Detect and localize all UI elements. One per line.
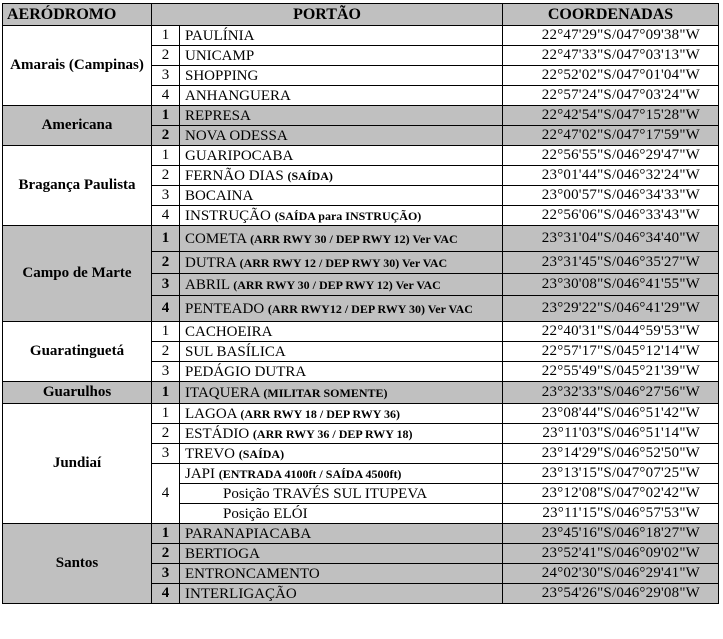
gate-name <box>180 166 503 186</box>
gate-label: ITAQUERA <box>185 384 260 401</box>
gate-label: SUL BASÍLICA <box>185 343 286 360</box>
aerodrome-name: Bragança Paulista <box>3 146 152 226</box>
gate-number: 3 <box>152 186 180 206</box>
gate-coordinates: 22°52'02"S/047°01'04"W <box>503 66 719 86</box>
gate-name <box>180 322 503 342</box>
gate-coordinates: 22°47'02"S/047°17'59"W <box>503 126 719 146</box>
gate-number: 4 <box>152 206 180 226</box>
gate-number: 2 <box>152 166 180 186</box>
gate-name <box>180 524 503 544</box>
gate-coordinates: 22°55'49"S/045°21'39"W <box>503 362 719 382</box>
gate-name <box>180 342 503 362</box>
gate-label: ANHANGUERA <box>185 87 291 104</box>
gate-number: 4 <box>152 296 180 322</box>
gate-name <box>180 106 503 126</box>
gate-note: (ARR RWY 36 / DEP RWY 18) <box>252 426 413 441</box>
gate-coordinates: 23°45'16"S/046°18'27"W <box>503 524 719 544</box>
gate-note: (MILITAR SOMENTE) <box>263 385 388 400</box>
table-row <box>3 382 719 404</box>
header-coordenadas: COORDENADAS <box>503 4 719 26</box>
gate-name <box>180 274 503 296</box>
gate-name <box>180 226 503 252</box>
gate-coordinates: 23°32'33"S/046°27'56"W <box>503 382 719 404</box>
gate-note: (ARR RWY 18 / DEP RWY 36) <box>240 406 401 421</box>
gate-label: SHOPPING <box>185 67 259 84</box>
sub-position-name <box>180 484 503 504</box>
gate-number: 2 <box>152 46 180 66</box>
gate-coordinates: 22°57'17"S/045°12'14"W <box>503 342 719 362</box>
header-portao: PORTÃO <box>152 4 503 26</box>
gate-note: (ARR RWY 30 / DEP RWY 12) Ver VAC <box>233 277 441 292</box>
gate-number: 2 <box>152 424 180 444</box>
aerodrome-name: Amarais (Campinas) <box>3 26 152 106</box>
gate-coordinates: 23°31'04"S/046°34'40"W <box>503 226 719 252</box>
gate-label: PAULÍNIA <box>185 27 255 44</box>
gate-name <box>180 404 503 424</box>
gate-number: 1 <box>152 382 180 404</box>
gate-number: 2 <box>152 544 180 564</box>
gate-coordinates: 23°54'26"S/046°29'08"W <box>503 584 719 604</box>
gate-name <box>180 46 503 66</box>
gate-number: 4 <box>152 464 180 524</box>
table-row <box>3 404 719 424</box>
sub-position-label: Posição ELÓI <box>223 505 308 522</box>
aerodrome-name: Guarulhos <box>3 382 152 404</box>
gate-coordinates: 23°00'57"S/046°34'33"W <box>503 186 719 206</box>
gate-label: JAPI <box>185 465 216 482</box>
gate-note: (SAÍDA para INSTRUÇÃO) <box>274 208 422 223</box>
gate-name <box>180 424 503 444</box>
gate-name <box>180 66 503 86</box>
gate-label: INTERLIGAÇÃO <box>185 585 297 602</box>
gate-note: (SAÍDA) <box>287 168 333 183</box>
gate-label: GUARIPOCABA <box>185 147 294 164</box>
gate-number: 1 <box>152 322 180 342</box>
table-row <box>3 524 719 544</box>
gate-number: 1 <box>152 404 180 424</box>
aerodrome-name: Campo de Marte <box>3 226 152 322</box>
gate-number: 2 <box>152 342 180 362</box>
gate-note: (ENTRADA 4100ft / SAÍDA 4500ft) <box>218 466 402 481</box>
gate-name <box>180 186 503 206</box>
gate-label: INSTRUÇÃO <box>185 207 271 224</box>
gate-coordinates: 22°47'29"S/047°09'38"W <box>503 26 719 46</box>
gate-label: PEDÁGIO DUTRA <box>185 363 307 380</box>
gate-coordinates: 22°56'55"S/046°29'47"W <box>503 146 719 166</box>
gate-coordinates: 23°14'29"S/046°52'50"W <box>503 444 719 464</box>
table-row <box>3 322 719 342</box>
sub-position-coordinates: 23°12'08"S/047°02'42"W <box>503 484 719 504</box>
gate-coordinates: 23°30'08"S/046°41'55"W <box>503 274 719 296</box>
gate-label: ESTÁDIO <box>185 425 250 442</box>
gate-note: (ARR RWY 12 / DEP RWY 30) Ver VAC <box>239 255 448 270</box>
gate-name <box>180 206 503 226</box>
table-row <box>3 226 719 252</box>
gate-coordinates: 23°52'41"S/046°09'02"W <box>503 544 719 564</box>
gate-label: DUTRA <box>185 254 236 271</box>
gate-name <box>180 296 503 322</box>
gate-number: 4 <box>152 86 180 106</box>
gate-coordinates: 22°42'54"S/047°15'28"W <box>503 106 719 126</box>
gate-label: PARANAPIACABA <box>185 525 312 542</box>
gate-name <box>180 564 503 584</box>
gate-name <box>180 126 503 146</box>
gate-coordinates: 24°02'30"S/046°29'41"W <box>503 564 719 584</box>
gate-number: 3 <box>152 66 180 86</box>
gate-number: 1 <box>152 524 180 544</box>
gate-label: NOVA ODESSA <box>185 127 288 144</box>
gate-name <box>180 544 503 564</box>
gate-name <box>180 86 503 106</box>
sub-position-label: Posição TRAVÉS SUL ITUPEVA <box>223 485 428 502</box>
gate-coordinates: 23°01'44"S/046°32'24"W <box>503 166 719 186</box>
gate-note: (ARR RWY12 / DEP RWY 30) Ver VAC <box>267 301 473 316</box>
sub-position-name <box>180 504 503 524</box>
gate-coordinates: 23°31'45"S/046°35'27"W <box>503 252 719 274</box>
gate-name <box>180 146 503 166</box>
gate-name <box>180 444 503 464</box>
table-row <box>3 26 719 46</box>
gate-number: 2 <box>152 252 180 274</box>
gate-name <box>180 26 503 46</box>
aerodrome-name: Americana <box>3 106 152 146</box>
gate-coordinates: 23°13'15"S/047°07'25"W <box>503 464 719 484</box>
gate-coordinates: 23°11'03"S/046°51'14"W <box>503 424 719 444</box>
gate-name <box>180 464 503 484</box>
header-row <box>3 4 719 26</box>
gate-label: ABRIL <box>185 276 230 293</box>
gate-note: (ARR RWY 30 / DEP RWY 12) Ver VAC <box>250 231 458 246</box>
gate-number: 3 <box>152 444 180 464</box>
gate-label: REPRESA <box>185 107 251 124</box>
gate-label: UNICAMP <box>185 47 255 64</box>
gate-number: 1 <box>152 226 180 252</box>
gate-number: 1 <box>152 26 180 46</box>
gate-label: COMETA <box>185 230 247 247</box>
gate-note: (SAÍDA) <box>238 446 285 461</box>
gate-coordinates: 22°40'31"S/044°59'53"W <box>503 322 719 342</box>
gate-number: 1 <box>152 146 180 166</box>
gate-name <box>180 584 503 604</box>
gate-number: 4 <box>152 584 180 604</box>
gate-number: 2 <box>152 126 180 146</box>
gate-coordinates: 22°57'24"S/047°03'24"W <box>503 86 719 106</box>
aerodrome-name: Jundiaí <box>3 404 152 524</box>
aerodrome-name: Santos <box>3 524 152 604</box>
gate-number: 3 <box>152 274 180 296</box>
header-aerodromo: AERÓDROMO <box>3 4 152 26</box>
gate-label: TREVO <box>185 445 235 462</box>
gate-coordinates: 22°56'06"S/046°33'43"W <box>503 206 719 226</box>
gate-label: FERNÃO DIAS <box>185 167 284 184</box>
gate-coordinates: 22°47'33"S/047°03'13"W <box>503 46 719 66</box>
gate-label: BERTIOGA <box>185 545 260 562</box>
gate-name <box>180 382 503 404</box>
sub-position-coordinates: 23°11'15"S/046°57'53"W <box>503 504 719 524</box>
gate-number: 3 <box>152 564 180 584</box>
gate-label: LAGOA <box>185 405 237 422</box>
table-row <box>3 106 719 126</box>
gate-coordinates: 23°29'22"S/046°41'29"W <box>503 296 719 322</box>
gate-label: PENTEADO <box>185 300 265 317</box>
gate-label: CACHOEIRA <box>185 323 273 340</box>
gate-number: 1 <box>152 106 180 126</box>
gate-name <box>180 362 503 382</box>
gate-number: 3 <box>152 362 180 382</box>
aerodrome-name: Guaratinguetá <box>3 322 152 382</box>
gate-label: BOCAINA <box>185 187 254 204</box>
gates-table <box>2 3 719 604</box>
gate-label: ENTRONCAMENTO <box>185 565 320 582</box>
gate-coordinates: 23°08'44"S/046°51'42"W <box>503 404 719 424</box>
table-row <box>3 146 719 166</box>
gate-name <box>180 252 503 274</box>
